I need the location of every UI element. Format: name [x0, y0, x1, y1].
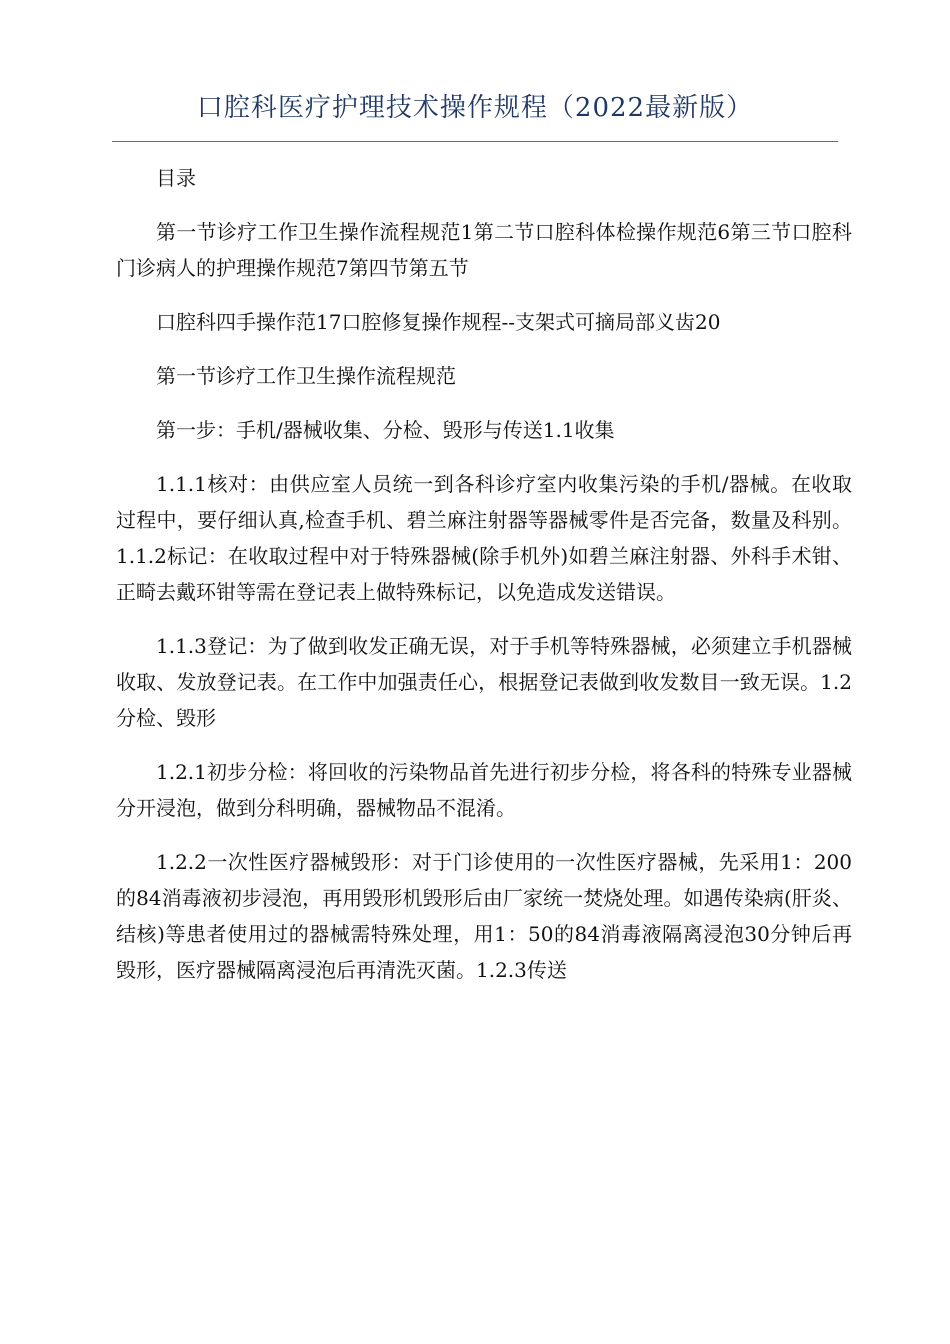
- paragraph-1-1-3: 1.1.3登记：为了做到收发正确无误，对于手机等特殊器械，必须建立手机器械收取、发放登记表。在工作中加强责任心，根据登记表做到收发数目一致无误。1.2分检、毁形: [116, 634, 852, 730]
- paragraph-1-2-1: 1.2.1初步分检：将回收的污染物品首先进行初步分检，将各科的特殊专业器械分开浸泡，做到分科明确，器械物品不混淆。: [116, 760, 852, 820]
- title-divider: [112, 141, 838, 142]
- paragraph-section-heading: 第一节诊疗工作卫生操作流程规范: [156, 364, 456, 388]
- paragraph-1-2-2: 1.2.2一次性医疗器械毁形：对于门诊使用的一次性医疗器械，先采用1：200的84消毒液初步浸泡，再用毁形机毁形后由厂家统一焚烧处理。如遇传染病(肝炎、结核)等患者使用过的器械需特殊处理，用1：50的84消毒液隔离浸泡30分钟后再毁形，医疗器械隔离浸泡后再清洗灭菌。1.2.3传送: [116, 850, 852, 982]
- paragraph-step-one: 第一步：手机/器械收集、分检、毁形与传送1.1收集: [156, 418, 615, 442]
- paragraph-toc-heading: 目录: [156, 166, 196, 190]
- paragraph-1-1-1: 1.1.1核对：由供应室人员统一到各科诊疗室内收集污染的手机/器械。在收取过程中，要仔细认真,检查手机、碧兰麻注射器等器械零件是否完备，数量及科别。1.1.2标记：在收取过程中对于特殊器械(除手机外)如碧兰麻注射器、外科手术钳、正畸去戴环钳等需在登记表上做特殊标记，以免造成发送错误。: [116, 472, 852, 604]
- paragraph-toc-entries-2: 口腔科四手操作范17口腔修复操作规程--支架式可摘局部义齿20: [156, 310, 721, 334]
- paragraph-toc-entries-1: 第一节诊疗工作卫生操作流程规范1第二节口腔科体检操作规范6第三节口腔科门诊病人的护理操作规范7第四节第五节: [116, 220, 852, 280]
- document-body: [116, 160, 852, 1006]
- document-title: 口腔科医疗护理技术操作规程（2022最新版）: [196, 93, 754, 123]
